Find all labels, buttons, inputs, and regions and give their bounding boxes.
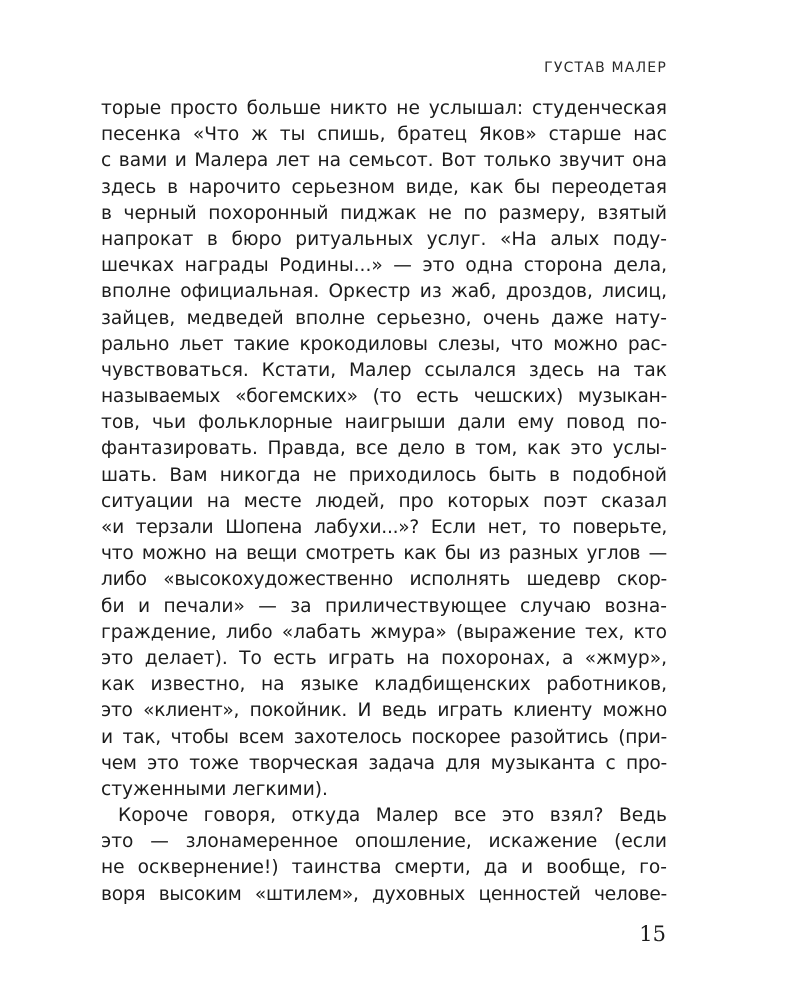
text-line: тов, чьи фольклорные наигрыши дали ему повод по-: [101, 412, 667, 434]
text-line: рально льет такие крокодиловы слезы, что можно рас-: [101, 333, 667, 355]
text-line: шать. Вам никогда не приходилось быть в подобной: [101, 464, 667, 486]
text-line: би и печали» — за приличествующее случаю возна-: [101, 595, 667, 617]
text-line: это «клиент», покойник. И ведь играть клиенту можно: [101, 700, 667, 722]
text-line: воря высоким «штилем», духовных ценностей челове-: [101, 883, 667, 905]
text-line: чем это тоже творческая задача для музыканта с про-: [101, 752, 667, 774]
text-line: называемых «богемских» (то есть чешских) музыкан-: [101, 386, 667, 408]
text-line: что можно на вещи смотреть как бы из разных углов —: [101, 543, 667, 565]
text-line: это — злонамеренное опошление, искажение (если: [101, 831, 667, 853]
text-line: Короче говоря, откуда Малер все это взял? Ведь: [118, 805, 667, 827]
text-line: стуженными легкими).: [101, 778, 328, 800]
text-line: фантазировать. Правда, все дело в том, как это услы-: [101, 438, 667, 460]
text-line: ситуации на месте людей, про которых поэт сказал: [101, 490, 667, 512]
text-line: песенка «Что ж ты спишь, братец Яков» старше нас: [101, 124, 667, 146]
text-line: вполне официальная. Оркестр из жаб, дроздов, лисиц,: [101, 281, 667, 303]
text-line: это делает). То есть играть на похоронах, а «жмур»,: [101, 647, 667, 669]
text-line: шечках награды Родины...» — это одна сторона дела,: [101, 255, 667, 277]
text-line: и так, чтобы всем захотелось поскорее разойтись (при-: [101, 726, 667, 748]
body-text: [101, 96, 667, 908]
text-line: либо «высокохудожественно исполнять шедевр скор-: [101, 569, 667, 591]
text-line: не осквернение!) таинства смерти, да и вообще, го-: [101, 857, 667, 879]
text-line: как известно, на языке кладбищенских работников,: [101, 674, 667, 696]
text-line: торые просто больше никто не услышал: студенческая: [101, 98, 667, 119]
text-line: зайцев, медведей вполне серьезно, очень даже нату-: [101, 307, 667, 329]
running-head: ГУСТАВ МАЛЕР: [544, 60, 667, 76]
text-line: с вами и Малера лет на семьсот. Вот только звучит она: [101, 150, 667, 172]
text-line: в черный похоронный пиджак не по размеру, взятый: [101, 202, 667, 224]
text-line: здесь в нарочито серьезном виде, как бы переодетая: [101, 176, 667, 198]
text-line: «и терзали Шопена лабухи...»? Если нет, то поверьте,: [101, 517, 667, 538]
text-line: чувствоваться. Кстати, Малер ссылался здесь на так: [101, 359, 667, 381]
text-line: напрокат в бюро ритуальных услуг. «На алых поду-: [101, 228, 667, 250]
text-line: граждение, либо «лабать жмура» (выражение тех, кто: [101, 621, 667, 643]
page-number: 15: [639, 922, 666, 946]
